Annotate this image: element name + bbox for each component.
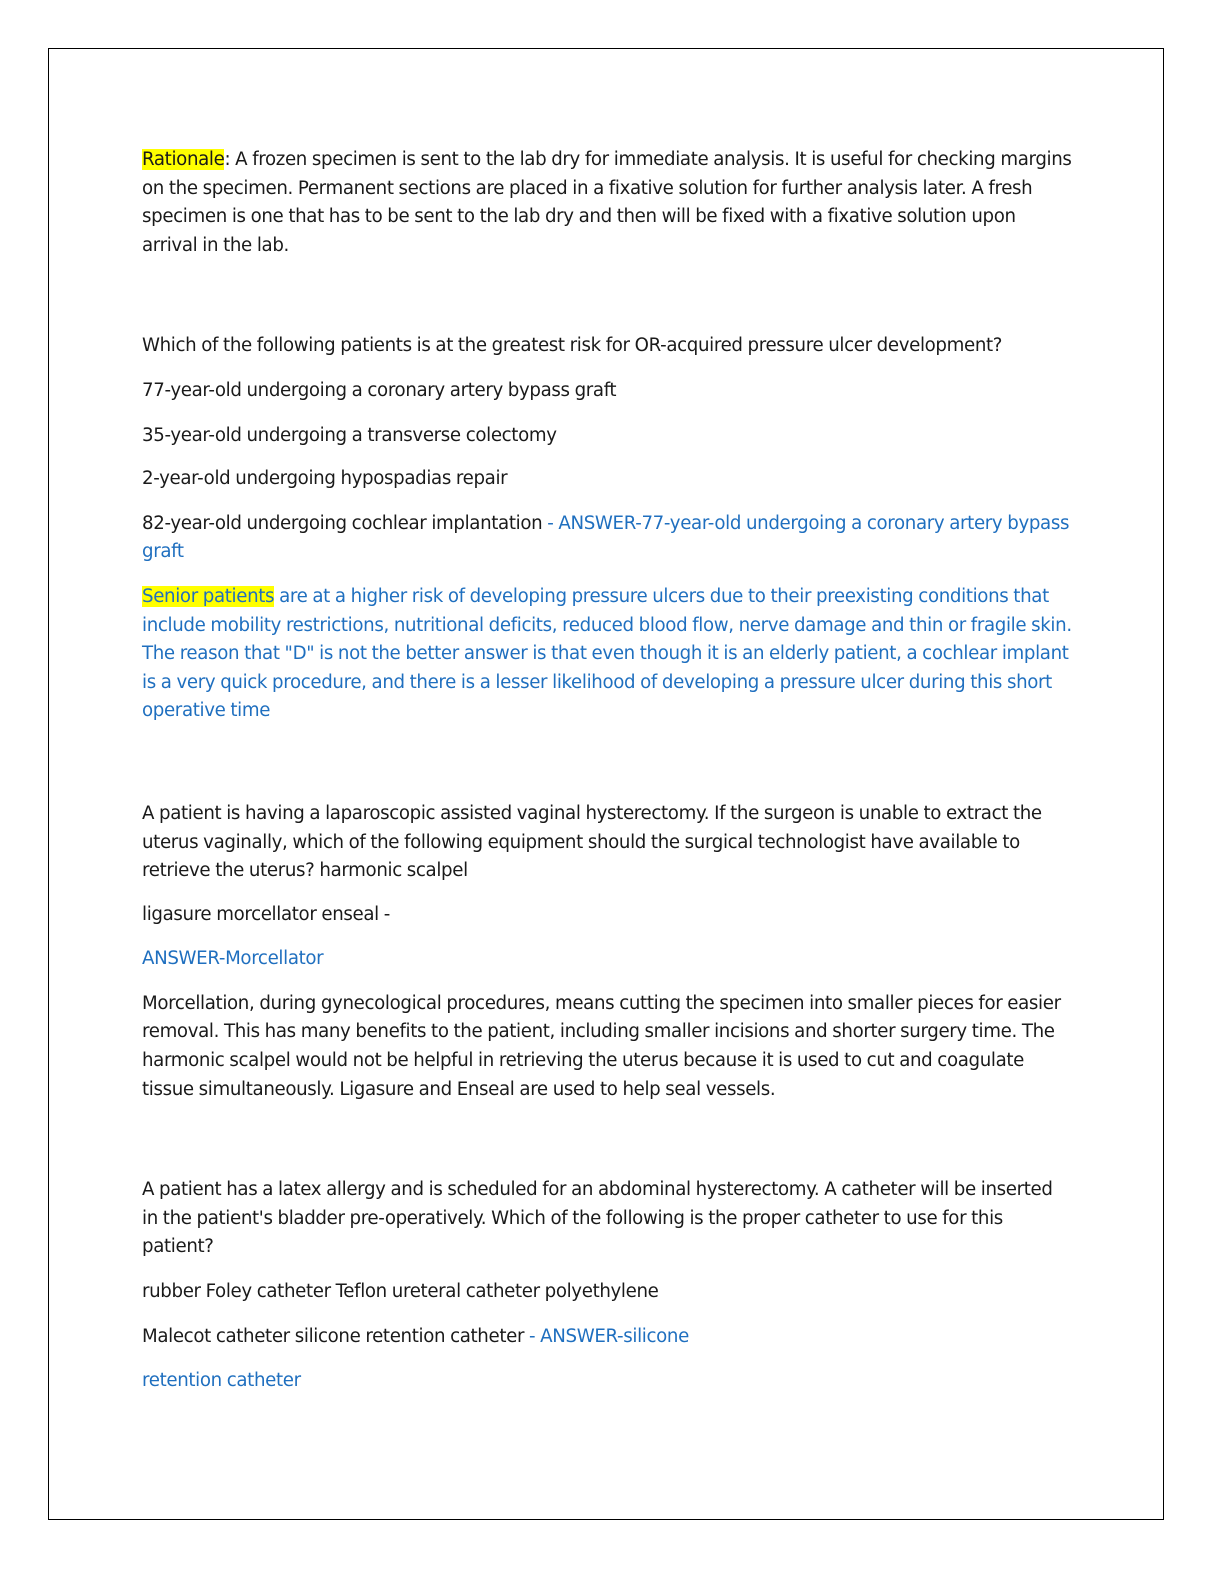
q1-explanation-paragraph [142, 583, 1072, 726]
q3-options-line-1: rubber Foley catheter Teflon ureteral catheter polyethylene [142, 1281, 659, 1303]
q2-explanation: Morcellation, during gynecological procedures, means cutting the specimen into smaller pieces for easier removal. This has many benefits to the patient, including smaller incisions and shorter surgery time. The harmonic scalpel would not be helpful in retrieving the uterus because it is used to cut and coagulate tissue simultaneously. Ligasure and Enseal are used to help seal vessels. [142, 992, 1061, 1100]
q1-option-b: 35-year-old undergoing a transverse colectomy [142, 424, 557, 446]
q3-answer-part-1: - ANSWER-silicone [529, 1325, 689, 1347]
q3-answer-part-2: retention catheter [142, 1370, 301, 1392]
q1-answer: - ANSWER-77-year-old undergoing a coronary artery bypass graft [142, 512, 1070, 563]
q1-explanation: are at a higher risk of developing pressure ulcers due to their preexisting conditions that include mobility restrictions, nutritional deficits, reduced blood flow, nerve damage and thin or fragile skin. The reason that "D" is not the better answer is that even though it is an elderly patient, a cochlear implant is a very quick procedure, and there is a lesser likelihood of developing a pressure ulcer during this short operative time [142, 585, 1072, 722]
q2-answer: ANSWER-Morcellator [142, 948, 324, 970]
q3-options-line-2: Malecot catheter silicone retention catheter [142, 1325, 525, 1347]
q2-options: ligasure morcellator enseal - [142, 903, 391, 925]
rationale-label: Rationale [142, 149, 225, 170]
q1-explanation-highlight: Senior patients [142, 585, 275, 607]
q3-question: A patient has a latex allergy and is scheduled for an abdominal hysterectomy. A catheter will be inserted in the patient's bladder pre-operatively. Which of the following is the proper catheter to use for this patient? [142, 1179, 1053, 1258]
q3-options-line-2-with-answer [142, 1323, 1072, 1352]
q1-option-d-with-answer [142, 510, 1072, 567]
q1-option-d: 82-year-old undergoing cochlear implantation [142, 512, 543, 534]
document-body [142, 146, 1072, 1396]
q1-question: Which of the following patients is at the greatest risk for OR-acquired pressure ulcer development? [142, 335, 1003, 357]
rationale-text: : A frozen specimen is sent to the lab dry for immediate analysis. It is useful for checking margins on the specimen. Permanent sections are placed in a fixative solution for further analysis later. A fresh specimen is one that has to be sent to the lab dry and then will be fixed with a fixative solution upon arrival in the lab. [142, 149, 1072, 256]
q1-option-a: 77-year-old undergoing a coronary artery bypass graft [142, 379, 617, 401]
rationale-paragraph [142, 146, 1072, 260]
q1-option-c: 2-year-old undergoing hypospadias repair [142, 468, 508, 490]
q2-question: A patient is having a laparoscopic assisted vaginal hysterectomy. If the surgeon is unable to extract the uterus vaginally, which of the following equipment should the surgical technologist have available to retrieve the uterus? harmonic scalpel [142, 802, 1042, 882]
